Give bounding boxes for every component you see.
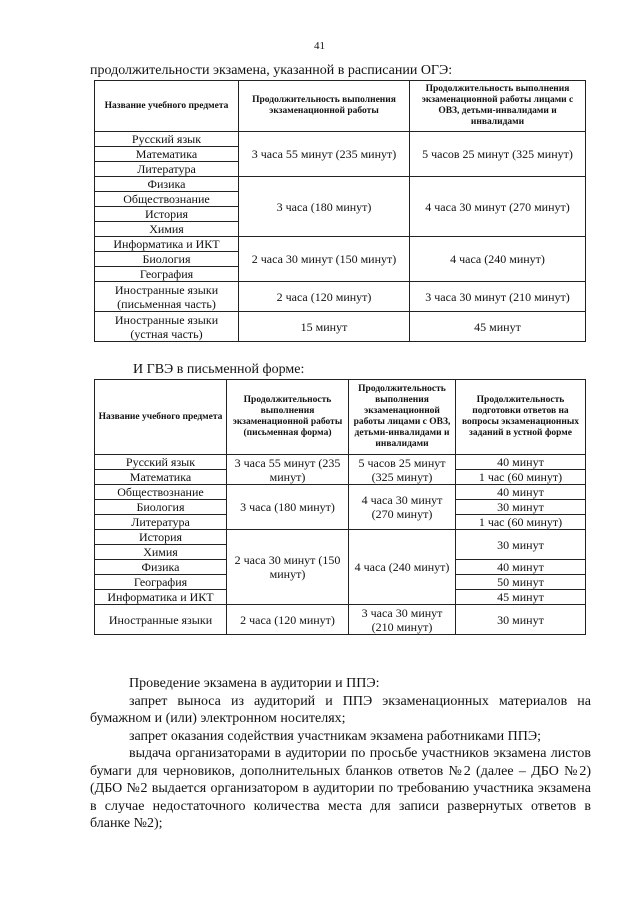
duration-cell: 15 минут xyxy=(239,312,410,342)
subject-cell: Физика xyxy=(95,177,239,192)
table-row xyxy=(95,605,586,635)
subject-cell: Математика xyxy=(95,147,239,162)
subject-cell: История xyxy=(95,530,227,545)
duration-ovz-cell: 4 часа (240 минут) xyxy=(349,530,456,605)
duration-ovz-cell: 4 часа 30 минут (270 минут) xyxy=(349,485,456,530)
duration-ovz-cell: 4 часа (240 минут) xyxy=(410,237,586,282)
section-heading: Проведение экзамена в аудитории и ППЭ: xyxy=(129,676,380,691)
duration-cell: 2 часа 30 минут (150 минут) xyxy=(239,237,410,282)
header-duration: Продолжительность выполнения экзаменационной работы xyxy=(239,81,410,132)
subject-cell: Иностранные языки xyxy=(95,605,227,635)
table-row xyxy=(95,312,586,342)
subject-cell: Русский язык xyxy=(95,132,239,147)
subject-cell: Информатика и ИКТ xyxy=(95,590,227,605)
paragraph: запрет оказания содействия участникам экзамена работниками ППЭ; xyxy=(129,728,542,744)
body-text xyxy=(90,675,591,833)
header-subject: Название учебного предмета xyxy=(95,380,227,455)
oral-cell: 1 час (60 минут) xyxy=(456,470,586,485)
subject-cell: Информатика и ИКТ xyxy=(95,237,239,252)
subject-cell: Литература xyxy=(95,162,239,177)
subject-cell: Физика xyxy=(95,560,227,575)
table-row xyxy=(95,177,586,192)
oral-cell: 40 минут xyxy=(456,560,586,575)
table-row xyxy=(95,485,586,500)
duration-ovz-cell: 4 часа 30 минут (270 минут) xyxy=(410,177,586,237)
oral-cell: 40 минут xyxy=(456,455,586,470)
subject-cell: Обществознание xyxy=(95,485,227,500)
header-duration-ovz: Продолжительность выполнения экзаменационной работы лицами с ОВЗ, детьми-инвалидами и инвалидами xyxy=(410,81,586,132)
table-row xyxy=(95,282,586,312)
subject-cell: География xyxy=(95,267,239,282)
oral-cell: 40 минут xyxy=(456,485,586,500)
table-header-row xyxy=(95,81,586,132)
subject-cell: Иностранные языки (письменная часть) xyxy=(95,282,239,312)
duration-ovz-cell: 5 часов 25 минут (325 минут) xyxy=(349,455,456,485)
duration-ovz-cell: 45 минут xyxy=(410,312,586,342)
oral-cell: 1 час (60 минут) xyxy=(456,515,586,530)
page-number: 41 xyxy=(314,40,325,52)
subject-cell: Биология xyxy=(95,500,227,515)
table-row xyxy=(95,132,586,147)
duration-cell: 3 часа 55 минут (235 минут) xyxy=(239,132,410,177)
header-subject: Название учебного предмета xyxy=(95,81,239,132)
paragraph: выдача организаторами в аудитории по просьбе участников экзамена листов бумаги для черновиков, дополнительных бланков ответов №2 (далее – ДБО №2) (ДБО №2 выдается организатором в аудитории по требованию участника экзамена в случае недостаточного количества места для записи развернутых ответов в бланке №2); xyxy=(90,746,591,831)
header-oral-prep: Продолжительность подготовки ответов на вопросы экзаменационных заданий в устной форме xyxy=(456,380,586,455)
table-row xyxy=(95,530,586,545)
duration-ovz-cell: 3 часа 30 минут (210 минут) xyxy=(410,282,586,312)
duration-ovz-cell: 5 часов 25 минут (325 минут) xyxy=(410,132,586,177)
table2-caption: И ГВЭ в письменной форме: xyxy=(133,362,305,377)
subject-cell: Математика xyxy=(95,470,227,485)
header-duration-ovz: Продолжительность выполнения экзаменационной работы лицами с ОВЗ, детьми-инвалидами и инвалидами xyxy=(349,380,456,455)
oral-cell: 50 минут xyxy=(456,575,586,590)
table-row xyxy=(95,455,586,470)
oral-cell: 30 минут xyxy=(456,605,586,635)
table1-caption: продолжительности экзамена, указанной в расписании ОГЭ: xyxy=(90,63,453,78)
gve-duration-table xyxy=(94,379,586,635)
header-duration: Продолжительность выполнения экзаменационной работы (письменная форма) xyxy=(227,380,349,455)
oral-cell: 30 минут xyxy=(456,500,586,515)
oral-cell: 45 минут xyxy=(456,590,586,605)
table-row xyxy=(95,237,586,252)
subject-cell: Литература xyxy=(95,515,227,530)
duration-ovz-cell: 3 часа 30 минут (210 минут) xyxy=(349,605,456,635)
duration-cell: 3 часа (180 минут) xyxy=(227,485,349,530)
subject-cell: История xyxy=(95,207,239,222)
subject-cell: Биология xyxy=(95,252,239,267)
oral-cell: 30 минут xyxy=(456,530,586,560)
oge-duration-table xyxy=(94,80,586,342)
duration-cell: 3 часа 55 минут (235 минут) xyxy=(227,455,349,485)
paragraph: запрет выноса из аудиторий и ППЭ экзаменационных материалов на бумажном и (или) электронном носителях; xyxy=(90,693,591,726)
subject-cell: География xyxy=(95,575,227,590)
duration-cell: 3 часа (180 минут) xyxy=(239,177,410,237)
duration-cell: 2 часа 30 минут (150 минут) xyxy=(227,530,349,605)
table-header-row xyxy=(95,380,586,455)
duration-cell: 2 часа (120 минут) xyxy=(227,605,349,635)
subject-cell: Обществознание xyxy=(95,192,239,207)
duration-cell: 2 часа (120 минут) xyxy=(239,282,410,312)
subject-cell: Русский язык xyxy=(95,455,227,470)
subject-cell: Химия xyxy=(95,222,239,237)
subject-cell: Иностранные языки (устная часть) xyxy=(95,312,239,342)
subject-cell: Химия xyxy=(95,545,227,560)
